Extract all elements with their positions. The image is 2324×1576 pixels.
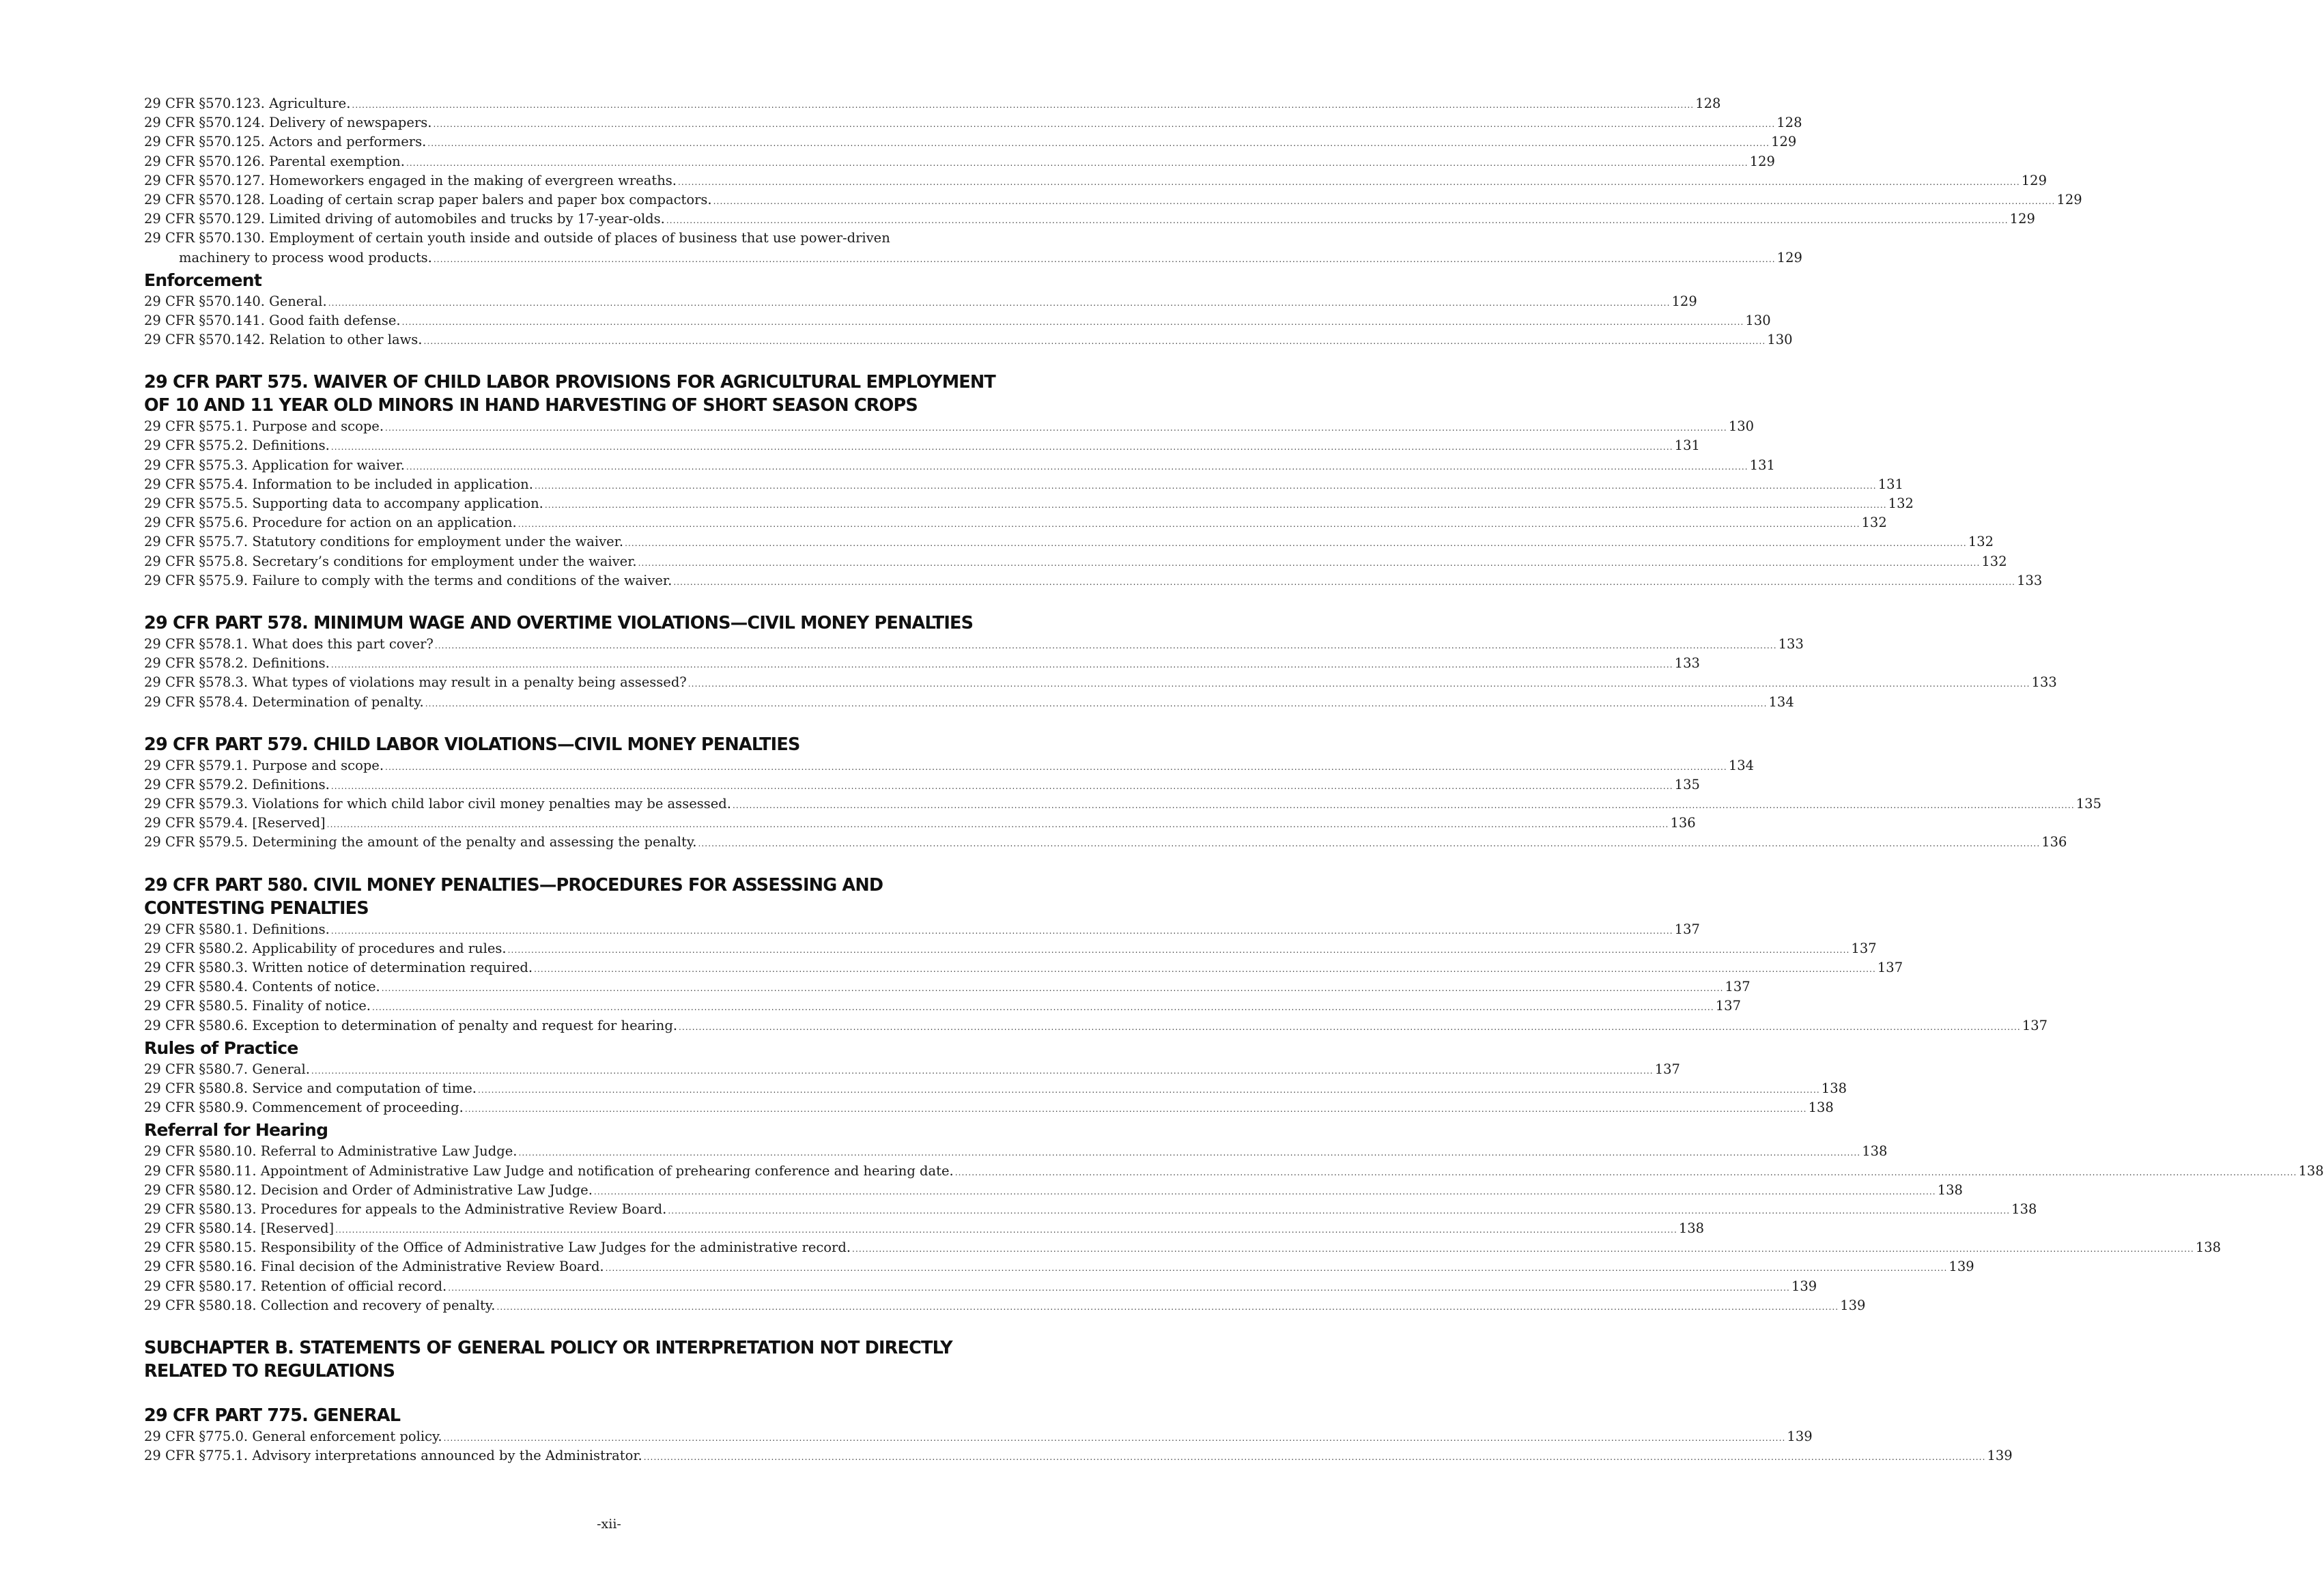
toc-entry-page: 129 (2056, 191, 2082, 207)
toc-entry[interactable] (144, 532, 1994, 551)
toc-entry-title: 29 CFR §580.8. Service and computation of time. (144, 1080, 477, 1096)
dot-leader: ................................................................................................................................................................................................................................................................................................................................................................................................................ (425, 698, 1768, 708)
dot-leader: ................................................................................................................................................................................................................................................................................................................................................................................................................ (311, 1065, 1654, 1076)
toc-entry-page: 136 (1670, 815, 1696, 831)
dot-leader: ................................................................................................................................................................................................................................................................................................................................................................................................................ (666, 216, 2009, 226)
toc-entry-page: 134 (1728, 757, 1755, 773)
toc-entry-title: 29 CFR §575.6. Procedure for action on an application. (144, 515, 517, 531)
toc-list-enforcement (144, 292, 1793, 350)
part-heading-580: 29 CFR PART 580. CIVIL MONEY PENALTIES—PROCEDURES FOR ASSESSING AND CONTESTING PENALTIES (144, 874, 883, 919)
toc-entry-page: 132 (1861, 515, 1887, 531)
toc-entry-title: 29 CFR §580.11. Appointment of Administrative Law Judge and notification of prehearing conference and hearing date. (144, 1162, 954, 1179)
toc-entry-page: 132 (1968, 534, 1994, 550)
toc-entry-page: 137 (1674, 921, 1700, 937)
dot-leader: ................................................................................................................................................................................................................................................................................................................................................................................................................ (423, 336, 1766, 347)
toc-entry-page: 133 (1674, 655, 1700, 672)
dot-leader: ................................................................................................................................................................................................................................................................................................................................................................................................................ (371, 1003, 1714, 1013)
toc-entry-title: 29 CFR §580.4. Contents of notice. (144, 979, 380, 995)
toc-entry-title: 29 CFR §775.1. Advisory interpretations announced by the Administrator. (144, 1448, 642, 1464)
toc-entry-title: 29 CFR §570.141. Good faith defense. (144, 312, 401, 328)
dot-leader: ................................................................................................................................................................................................................................................................................................................................................................................................................ (496, 1302, 1839, 1312)
toc-entry-page: 137 (1725, 979, 1751, 995)
toc-entry[interactable] (144, 635, 1804, 654)
toc-entry-title: 29 CFR §575.5. Supporting data to accompany application. (144, 496, 543, 511)
toc-entry-title: 29 CFR §579.5. Determining the amount of the penalty and assessing the penalty. (144, 834, 697, 850)
dot-leader: ................................................................................................................................................................................................................................................................................................................................................................................................................ (330, 781, 1673, 791)
toc-entry[interactable] (144, 833, 2067, 852)
toc-entry[interactable] (144, 292, 1697, 311)
toc-entry[interactable] (144, 311, 1771, 330)
dot-leader: ................................................................................................................................................................................................................................................................................................................................................................................................................ (330, 926, 1673, 936)
toc-entry-title: 29 CFR §578.1. What does this part cover? (144, 635, 434, 652)
toc-entry-title: 29 CFR §579.2. Definitions. (144, 776, 330, 792)
toc-entry-page: 138 (2011, 1201, 2037, 1217)
toc-entry-title: 29 CFR §570.125. Actors and performers. (144, 134, 427, 150)
toc-entry-title: 29 CFR §570.123. Agriculture. (144, 96, 351, 111)
toc-entry-page: 129 (1671, 293, 1697, 309)
toc-entry-page: 137 (1851, 940, 1877, 956)
toc-entry-page: 131 (1877, 476, 1903, 492)
toc-entry-title-line2-row (144, 248, 1802, 268)
toc-entry-title: 29 CFR §575.7. Statutory conditions for employment under the waiver. (144, 534, 624, 550)
toc-entry-title: 29 CFR §579.4. [Reserved] (144, 815, 326, 831)
toc-content (144, 94, 2324, 1465)
toc-entry-page: 128 (1695, 96, 1721, 111)
toc-entry-title: 29 CFR §580.16. Final decision of the Administrative Review Board. (144, 1259, 604, 1275)
toc-entry-title: 29 CFR §575.3. Application for waiver. (144, 457, 405, 473)
toc-entry[interactable] (144, 693, 1794, 712)
toc-entry-title: 29 CFR §575.2. Definitions. (144, 438, 330, 454)
dot-leader: ................................................................................................................................................................................................................................................................................................................................................................................................................ (518, 519, 1860, 530)
toc-entry[interactable] (144, 171, 2047, 190)
dot-leader: ................................................................................................................................................................................................................................................................................................................................................................................................................ (352, 100, 1695, 110)
dot-leader: ................................................................................................................................................................................................................................................................................................................................................................................................................ (643, 1452, 1986, 1463)
toc-entry-page: 138 (1862, 1143, 1888, 1160)
toc-entry-title: 29 CFR §575.4. Information to be included in application. (144, 476, 533, 492)
toc-entry[interactable] (144, 571, 2043, 590)
toc-entry[interactable] (144, 210, 2035, 229)
dot-leader: ................................................................................................................................................................................................................................................................................................................................................................................................................ (852, 1244, 2194, 1255)
toc-entry[interactable] (144, 1098, 1834, 1117)
dot-leader: ................................................................................................................................................................................................................................................................................................................................................................................................................ (330, 442, 1673, 453)
toc-entry-title: 29 CFR §570.124. Delivery of newspapers. (144, 115, 432, 131)
toc-entry-page: 132 (1888, 496, 1914, 511)
toc-entry-page: 135 (1674, 776, 1700, 792)
toc-entry-page: 131 (1674, 438, 1700, 454)
toc-entry[interactable] (144, 939, 1877, 958)
toc-entry[interactable] (144, 977, 1751, 997)
toc-entry[interactable] (144, 814, 1696, 833)
toc-entry-page: 129 (1749, 153, 1775, 169)
toc-entry-title: 29 CFR §580.13. Procedures for appeals to the Administrative Review Board. (144, 1201, 667, 1217)
toc-entry[interactable] (144, 330, 1793, 349)
toc-page (144, 0, 2324, 1576)
toc-entry-title: 29 CFR §578.2. Definitions. (144, 655, 330, 672)
toc-entry-title: 29 CFR §580.15. Responsibility of the Office of Administrative Law Judges for the administrative record. (144, 1240, 851, 1256)
toc-entry[interactable] (144, 1277, 1817, 1296)
toc-entry[interactable] (144, 1446, 2013, 1465)
toc-entry-title: 29 CFR §580.6. Exception to determination of penalty and request for hearing. (144, 1017, 678, 1033)
dot-leader: ................................................................................................................................................................................................................................................................................................................................................................................................................ (673, 577, 2016, 587)
dot-leader: ................................................................................................................................................................................................................................................................................................................................................................................................................ (406, 158, 1748, 168)
dot-leader: ................................................................................................................................................................................................................................................................................................................................................................................................................ (713, 196, 2056, 206)
toc-entry-page: 136 (2041, 834, 2067, 850)
toc-entry[interactable] (144, 654, 1700, 673)
dot-leader: ................................................................................................................................................................................................................................................................................................................................................................................................................ (401, 317, 1744, 327)
dot-leader: ................................................................................................................................................................................................................................................................................................................................................................................................................ (328, 298, 1671, 308)
dot-leader: ................................................................................................................................................................................................................................................................................................................................................................................................................ (427, 139, 1770, 149)
toc-entry[interactable] (144, 436, 1700, 455)
dot-leader: ................................................................................................................................................................................................................................................................................................................................................................................................................ (434, 640, 1777, 650)
toc-entry-title: 29 CFR §579.3. Violations for which child labor civil money penalties may be assessed. (144, 796, 731, 812)
toc-list-referral-for-hearing (144, 1142, 2324, 1315)
toc-entry-page: 134 (1768, 693, 1794, 710)
toc-entry-title: 29 CFR §570.127. Homeworkers engaged in the making of evergreen wreaths. (144, 172, 677, 188)
toc-entry-title: 29 CFR §580.17. Retention of official record. (144, 1278, 447, 1294)
toc-entry-page: 139 (1987, 1448, 2013, 1464)
toc-entry-title: 29 CFR §775.0. General enforcement policy. (144, 1429, 442, 1444)
section-heading-referral-for-hearing: Referral for Hearing (144, 1120, 328, 1141)
dot-leader: ................................................................................................................................................................................................................................................................................................................................................................................................................ (732, 801, 2075, 811)
toc-list-575 (144, 417, 2043, 590)
subchapter-heading-b: SUBCHAPTER B. STATEMENTS OF GENERAL POLICY OR INTERPRETATION NOT DIRECTLY RELATED TO REGULATIONS (144, 1338, 952, 1381)
toc-entry-title: 29 CFR §580.1. Definitions. (144, 921, 330, 937)
toc-entry-page: 129 (1771, 134, 1797, 150)
toc-entry[interactable] (144, 1162, 2324, 1181)
toc-entry[interactable] (144, 113, 1802, 132)
toc-entry-page: 138 (1808, 1100, 1834, 1116)
toc-entry-title: 29 CFR §580.5. Finality of notice. (144, 998, 371, 1014)
toc-entry[interactable] (144, 1219, 1705, 1238)
toc-entry[interactable] (144, 1257, 1974, 1276)
toc-entry-title: 29 CFR §579.1. Purpose and scope. (144, 757, 384, 773)
toc-entry[interactable] (144, 920, 1700, 939)
dot-leader: ................................................................................................................................................................................................................................................................................................................................................................................................................ (335, 1225, 1677, 1235)
dot-leader: ................................................................................................................................................................................................................................................................................................................................................................................................................ (954, 1167, 2297, 1177)
toc-entry[interactable] (144, 94, 1721, 113)
toc-entry-title: 29 CFR §570.140. General. (144, 293, 327, 309)
toc-entry[interactable] (144, 756, 1755, 775)
toc-entry[interactable] (144, 673, 2057, 692)
part-heading-579: 29 CFR PART 579. CHILD LABOR VIOLATIONS—CIVIL MONEY PENALTIES (144, 734, 800, 755)
toc-entry-title: 29 CFR §575.8. Secretary’s conditions for employment under the waiver. (144, 553, 637, 569)
toc-entry[interactable] (144, 958, 1903, 977)
toc-entry-570-130[interactable] (144, 229, 1802, 267)
toc-entry-title: 29 CFR §580.9. Commencement of proceeding. (144, 1100, 464, 1116)
toc-entry-title: 29 CFR §570.126. Parental exemption. (144, 153, 405, 169)
page-number: -xii- (597, 1517, 621, 1532)
toc-entry-page: 139 (1949, 1259, 1974, 1275)
part-heading-775: 29 CFR PART 775. GENERAL (144, 1405, 401, 1426)
toc-entry[interactable] (144, 152, 1775, 171)
dot-leader: ................................................................................................................................................................................................................................................................................................................................................................................................................ (679, 1022, 2021, 1032)
dot-leader: ................................................................................................................................................................................................................................................................................................................................................................................................................ (443, 1433, 1786, 1443)
toc-list-578 (144, 635, 2057, 712)
dot-leader: ................................................................................................................................................................................................................................................................................................................................................................................................................ (433, 254, 1776, 264)
toc-entry-title: 29 CFR §580.12. Decision and Order of Administrative Law Judge. (144, 1181, 593, 1198)
toc-entry[interactable] (144, 1142, 1888, 1161)
toc-entry-title: 29 CFR §580.3. Written notice of determination required. (144, 960, 533, 975)
toc-entry[interactable] (144, 513, 1887, 532)
toc-entry[interactable] (144, 1016, 2048, 1035)
dot-leader: ................................................................................................................................................................................................................................................................................................................................................................................................................ (381, 984, 1724, 994)
toc-entry[interactable] (144, 417, 1755, 436)
toc-entry-title: 29 CFR §580.10. Referral to Administrative Law Judge. (144, 1143, 518, 1160)
toc-entry-page: 139 (1791, 1278, 1817, 1294)
toc-list-rules-of-practice (144, 1060, 1847, 1118)
toc-entry[interactable] (144, 1296, 1866, 1315)
toc-entry[interactable] (144, 794, 2101, 814)
dot-leader: ................................................................................................................................................................................................................................................................................................................................................................................................................ (698, 839, 2041, 849)
toc-entry-page: 139 (1787, 1429, 1813, 1444)
toc-entry-page: 133 (2017, 572, 2043, 588)
toc-entry-page: 135 (2075, 796, 2101, 812)
dot-leader: ................................................................................................................................................................................................................................................................................................................................................................................................................ (593, 1186, 1936, 1197)
toc-entry-page: 129 (2009, 211, 2035, 227)
toc-entry-title: 29 CFR §570.129. Limited driving of automobiles and trucks by 17-year-olds. (144, 211, 665, 227)
toc-entry-page: 138 (1678, 1220, 1705, 1237)
toc-entry-page: 138 (1821, 1080, 1847, 1096)
toc-entry-page: 130 (1767, 332, 1793, 348)
toc-entry-title: 29 CFR §580.7. General. (144, 1061, 310, 1077)
toc-list-775 (144, 1427, 2013, 1465)
toc-entry[interactable] (144, 1181, 1963, 1200)
dot-leader: ................................................................................................................................................................................................................................................................................................................................................................................................................ (534, 481, 1877, 491)
part-heading-578: 29 CFR PART 578. MINIMUM WAGE AND OVERTIME VIOLATIONS—CIVIL MONEY PENALTIES (144, 612, 974, 633)
dot-leader: ................................................................................................................................................................................................................................................................................................................................................................................................................ (326, 820, 1669, 830)
toc-entry-title-line1: 29 CFR §570.130. Employment of certain youth inside and outside of places of business that use power-driven (144, 230, 890, 246)
toc-entry-title: 29 CFR §578.3. What types of violations may result in a penalty being assessed? (144, 674, 687, 691)
dot-leader: ................................................................................................................................................................................................................................................................................................................................................................................................................ (534, 964, 1876, 974)
toc-entry-page: 137 (1715, 998, 1741, 1014)
dot-leader: ................................................................................................................................................................................................................................................................................................................................................................................................................ (677, 177, 2020, 187)
dot-leader: ................................................................................................................................................................................................................................................................................................................................................................................................................ (605, 1263, 1948, 1274)
dot-leader: ................................................................................................................................................................................................................................................................................................................................................................................................................ (433, 119, 1776, 130)
dot-leader: ................................................................................................................................................................................................................................................................................................................................................................................................................ (507, 945, 1850, 955)
toc-entry-page: 133 (1778, 635, 1804, 652)
dot-leader: ................................................................................................................................................................................................................................................................................................................................................................................................................ (478, 1085, 1820, 1095)
toc-entry[interactable] (144, 456, 1775, 475)
toc-entry[interactable] (144, 1200, 2037, 1219)
toc-entry-title: 29 CFR §578.4. Determination of penalty. (144, 693, 424, 710)
toc-entry-title: 29 CFR §575.1. Purpose and scope. (144, 418, 384, 435)
toc-entry[interactable] (144, 997, 1741, 1016)
dot-leader: ................................................................................................................................................................................................................................................................................................................................................................................................................ (668, 1205, 2011, 1216)
toc-entry-title: 29 CFR §570.142. Relation to other laws. (144, 332, 423, 348)
dot-leader: ................................................................................................................................................................................................................................................................................................................................................................................................................ (330, 660, 1673, 670)
section-heading-enforcement: Enforcement (144, 270, 262, 290)
toc-entry-title: 29 CFR §580.18. Collection and recovery of penalty. (144, 1297, 496, 1313)
dot-leader: ................................................................................................................................................................................................................................................................................................................................................................................................................ (518, 1148, 1861, 1158)
dot-leader: ................................................................................................................................................................................................................................................................................................................................................................................................................ (688, 679, 2030, 689)
dot-leader: ................................................................................................................................................................................................................................................................................................................................................................................................................ (406, 461, 1748, 472)
toc-entry-page: 137 (2022, 1017, 2048, 1033)
dot-leader: ................................................................................................................................................................................................................................................................................................................................................................................................................ (625, 539, 1967, 549)
toc-entry-title: 29 CFR §575.9. Failure to comply with the terms and conditions of the waiver. (144, 572, 672, 588)
toc-entry-title: 29 CFR §580.2. Applicability of procedures and rules. (144, 940, 507, 956)
toc-entry[interactable] (144, 775, 1700, 794)
dot-leader: ................................................................................................................................................................................................................................................................................................................................................................................................................ (385, 423, 1727, 433)
toc-list-580 (144, 920, 2048, 1035)
toc-entry-page: 131 (1749, 457, 1775, 473)
toc-entry-title: 29 CFR §580.14. [Reserved] (144, 1220, 335, 1237)
toc-entry-title-line2: machinery to process wood products. (179, 249, 432, 266)
toc-entry[interactable] (144, 1238, 2222, 1257)
dot-leader: ................................................................................................................................................................................................................................................................................................................................................................................................................ (385, 762, 1727, 772)
toc-entry-page: 130 (1728, 418, 1755, 435)
toc-entry[interactable] (144, 1079, 1847, 1098)
toc-entry[interactable] (144, 552, 2007, 571)
toc-entry-page: 129 (1776, 249, 1802, 266)
toc-entry-page: 139 (1840, 1297, 1866, 1313)
toc-entry[interactable] (144, 1427, 1813, 1446)
toc-entry-page: 130 (1745, 312, 1771, 328)
part-heading-575: 29 CFR PART 575. WAIVER OF CHILD LABOR PROVISIONS FOR AGRICULTURAL EMPLOYMENT OF 10 AND 11 YEAR OLD MINORS IN HAND HARVESTING OF SHORT SEASON CROPS (144, 372, 996, 416)
toc-entry-page: 138 (1937, 1181, 1963, 1198)
toc-entry[interactable] (144, 1060, 1680, 1079)
toc-entry[interactable] (144, 475, 1903, 494)
toc-entry-page: 138 (2195, 1240, 2222, 1256)
toc-entry-page: 132 (1981, 553, 2007, 569)
section-heading-rules-of-practice: Rules of Practice (144, 1037, 298, 1058)
toc-entry-page: 133 (2031, 674, 2057, 691)
dot-leader: ................................................................................................................................................................................................................................................................................................................................................................................................................ (544, 500, 1887, 510)
toc-entry-page: 137 (1877, 960, 1903, 975)
toc-list-579 (144, 756, 2101, 853)
toc-entry-title: 29 CFR §570.128. Loading of certain scrap paper balers and paper box compactors. (144, 191, 712, 207)
toc-entry[interactable] (144, 494, 1914, 513)
toc-entry[interactable] (144, 190, 2082, 210)
dot-leader: ................................................................................................................................................................................................................................................................................................................................................................................................................ (448, 1283, 1790, 1293)
toc-entry-page: 138 (2298, 1162, 2324, 1179)
dot-leader: ................................................................................................................................................................................................................................................................................................................................................................................................................ (638, 558, 1981, 568)
toc-entry-page: 128 (1776, 115, 1802, 131)
dot-leader: ................................................................................................................................................................................................................................................................................................................................................................................................................ (464, 1104, 1807, 1115)
toc-entry-page: 129 (2021, 172, 2047, 188)
toc-entry[interactable] (144, 132, 1797, 152)
toc-list-570-continued (144, 94, 2082, 229)
toc-entry-page: 137 (1654, 1061, 1680, 1077)
